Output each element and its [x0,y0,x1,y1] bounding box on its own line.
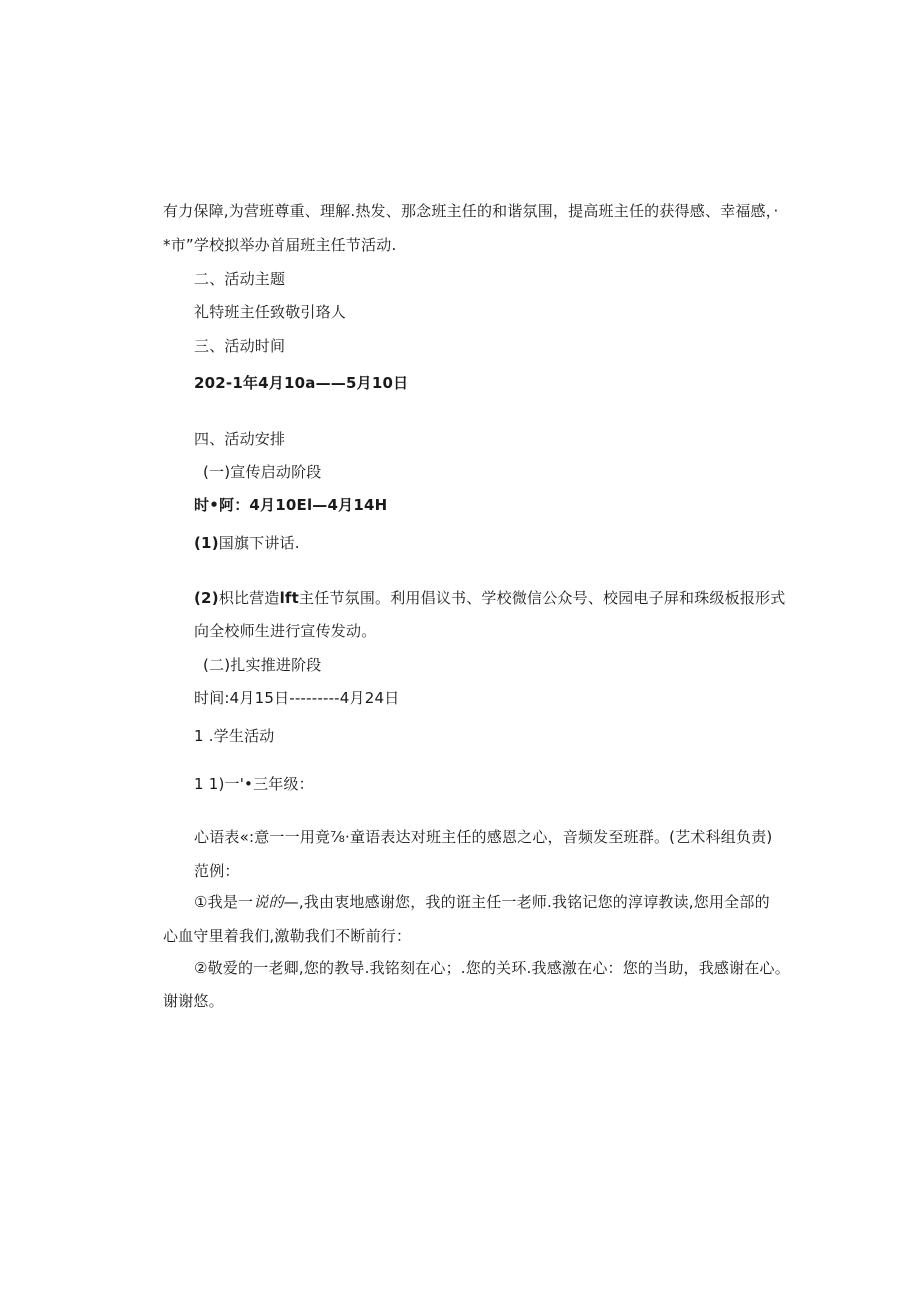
item-2-text-c: 主任节氛围。利用倡议书、学校微信公众号、校园电子屏和珠级板报形式 [299,589,786,607]
example-1-text-b: 说的 [253,893,284,911]
example-2-line-2: 谢谢悠。 [163,992,224,1010]
section-heading-time: 三、活动时间 [194,337,286,355]
item-1 [194,533,300,553]
grades-1-3-heading: 1 1)一'•三年级： [194,775,314,793]
phase-2-time: 时间:4月15日---------4月24日 [194,689,400,707]
example-1-line-2: 心血守里着我们,激勒我们不断前行： [163,927,412,945]
item-1-number: (1) [194,534,219,552]
heart-words-description: 心语表«:意一一用竟⅞·童语表达对班主任的感恩之心，音频发至班群。(艺术科组负责) [194,828,773,846]
paragraph-intro-line-2: *市”学校拟举办首届班主任节活动. [163,236,397,254]
item-2-line-2: 向全校师生进行宣传发动。 [194,622,377,640]
paragraph-intro-line-1: 有力保障,为营班尊重、理解.热发、那念班主任的和谐氛围，提高班主任的获得感、幸福感，· [163,202,779,220]
item-2-line-1 [194,588,785,608]
phase-1-heading: (一)宣传启动阶段 [203,463,322,481]
item-1-text: 国旗下讲话. [218,534,300,552]
example-1-text-c: —,我由衷地感谢您，我的诳主任一老师.我铭记您的淳谆教读,您用全部的 [283,893,770,911]
item-2-number: (2) [194,589,219,607]
time-range: 202-1年4月10a——5月10日 [194,374,409,392]
section-heading-theme: 二、活动主题 [194,270,286,288]
section-heading-arrangement: 四、活动安排 [194,430,286,448]
example-2-line-1: ②敬爱的一老卿,您的教导.我铭刻在心；.您的关环.我感激在心：您的当助，我感谢在心。 [194,959,790,977]
phase-2-heading: (二)扎实推进阶段 [203,656,322,674]
example-1-line-1 [194,892,770,912]
item-2-text-a: 枳比营造 [218,589,280,607]
phase-1-time: 时•阿：4月10El—4月14H [194,496,388,514]
theme-text: 礼特班主任致敬引珞人 [194,303,347,321]
student-activities-heading: 1 .学生活动 [194,727,275,745]
example-1-text-a: ①我是一 [194,893,254,911]
item-2-text-b: lft [279,589,300,607]
example-label: 范例： [194,862,240,880]
